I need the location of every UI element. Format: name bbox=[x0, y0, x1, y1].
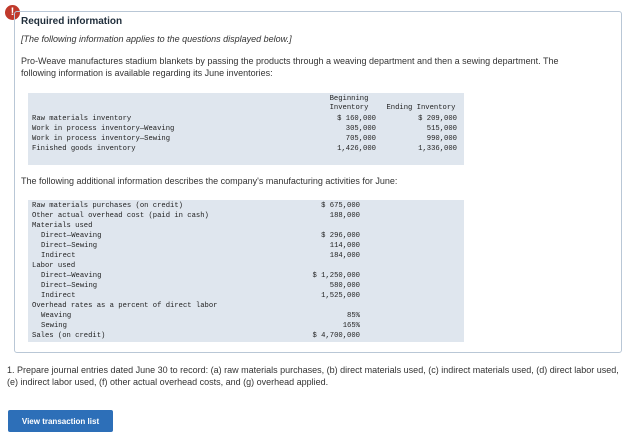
row-beginning: 305,000 bbox=[345, 125, 376, 133]
row-ending: 515,000 bbox=[426, 125, 457, 133]
row-label: Work in process inventory—Weaving bbox=[32, 125, 175, 133]
overhead-rates-label: Overhead rates as a percent of direct labor bbox=[32, 302, 218, 310]
lab-weaving-label: Direct—Weaving bbox=[41, 272, 102, 280]
lab-sewing-value: 580,000 bbox=[329, 282, 360, 290]
additional-info-text: The following additional information describes the company's manufacturing activities for June: bbox=[21, 176, 398, 186]
mat-indirect-value: 184,000 bbox=[329, 252, 360, 260]
required-info-title: Required information bbox=[21, 16, 123, 27]
inventory-table bbox=[28, 93, 464, 165]
mat-weaving-value: $ 296,000 bbox=[321, 232, 360, 240]
labor-used-label: Labor used bbox=[32, 262, 76, 270]
question-text: 1. Prepare journal entries dated June 30 to record: (a) raw materials purchases, (b) direct materials used, (c) indirect materials used, (d) direct labor used, (e) indirect labor used, (f) other actual overhead costs, and (g) overhead applied. bbox=[7, 365, 619, 387]
materials-used-label: Materials used bbox=[32, 222, 93, 230]
oh-sewing-label: Sewing bbox=[41, 322, 67, 330]
sales-value: $ 4,700,000 bbox=[312, 332, 360, 340]
row-beginning: 1,426,000 bbox=[337, 145, 376, 153]
intro-text: Pro-Weave manufactures stadium blankets by passing the products through a weaving department and then a sewing department. The following information is available regarding its June inventories: bbox=[21, 56, 559, 78]
lab-weaving-value: $ 1,250,000 bbox=[312, 272, 360, 280]
beginning-header-line1: Beginning bbox=[329, 95, 369, 103]
alert-icon: ! bbox=[5, 5, 20, 20]
row-ending: 1,336,000 bbox=[418, 145, 457, 153]
oh-weaving-value: 85% bbox=[347, 312, 360, 320]
oh-weaving-label: Weaving bbox=[41, 312, 72, 320]
mat-weaving-label: Direct—Weaving bbox=[41, 232, 102, 240]
view-transaction-list-button[interactable]: View transaction list bbox=[8, 410, 113, 432]
mat-sewing-label: Direct—Sewing bbox=[41, 242, 98, 250]
other-overhead-value: 188,000 bbox=[329, 212, 360, 220]
row-ending: 990,000 bbox=[426, 135, 457, 143]
row-label: Finished goods inventory bbox=[32, 145, 136, 153]
sales-label: Sales (on credit) bbox=[32, 332, 106, 340]
other-overhead-label: Other actual overhead cost (paid in cash) bbox=[32, 212, 209, 220]
mat-indirect-label: Indirect bbox=[41, 252, 76, 260]
lab-sewing-label: Direct—Sewing bbox=[41, 282, 98, 290]
raw-purchases-label: Raw materials purchases (on credit) bbox=[32, 202, 183, 210]
row-beginning: $ 160,000 bbox=[337, 115, 376, 123]
oh-sewing-value: 165% bbox=[342, 322, 360, 330]
applies-note: [The following information applies to the questions displayed below.] bbox=[21, 34, 292, 44]
row-beginning: 705,000 bbox=[345, 135, 376, 143]
activities-table bbox=[28, 200, 464, 342]
lab-indirect-value: 1,525,000 bbox=[321, 292, 360, 300]
row-ending: $ 209,000 bbox=[418, 115, 457, 123]
row-label: Work in process inventory—Sewing bbox=[32, 135, 171, 143]
lab-indirect-label: Indirect bbox=[41, 292, 76, 300]
ending-header: Ending Inventory bbox=[386, 104, 456, 112]
row-label: Raw materials inventory bbox=[32, 115, 132, 123]
raw-purchases-value: $ 675,000 bbox=[321, 202, 360, 210]
beginning-header-line2: Inventory bbox=[329, 104, 369, 112]
mat-sewing-value: 114,000 bbox=[329, 242, 360, 250]
